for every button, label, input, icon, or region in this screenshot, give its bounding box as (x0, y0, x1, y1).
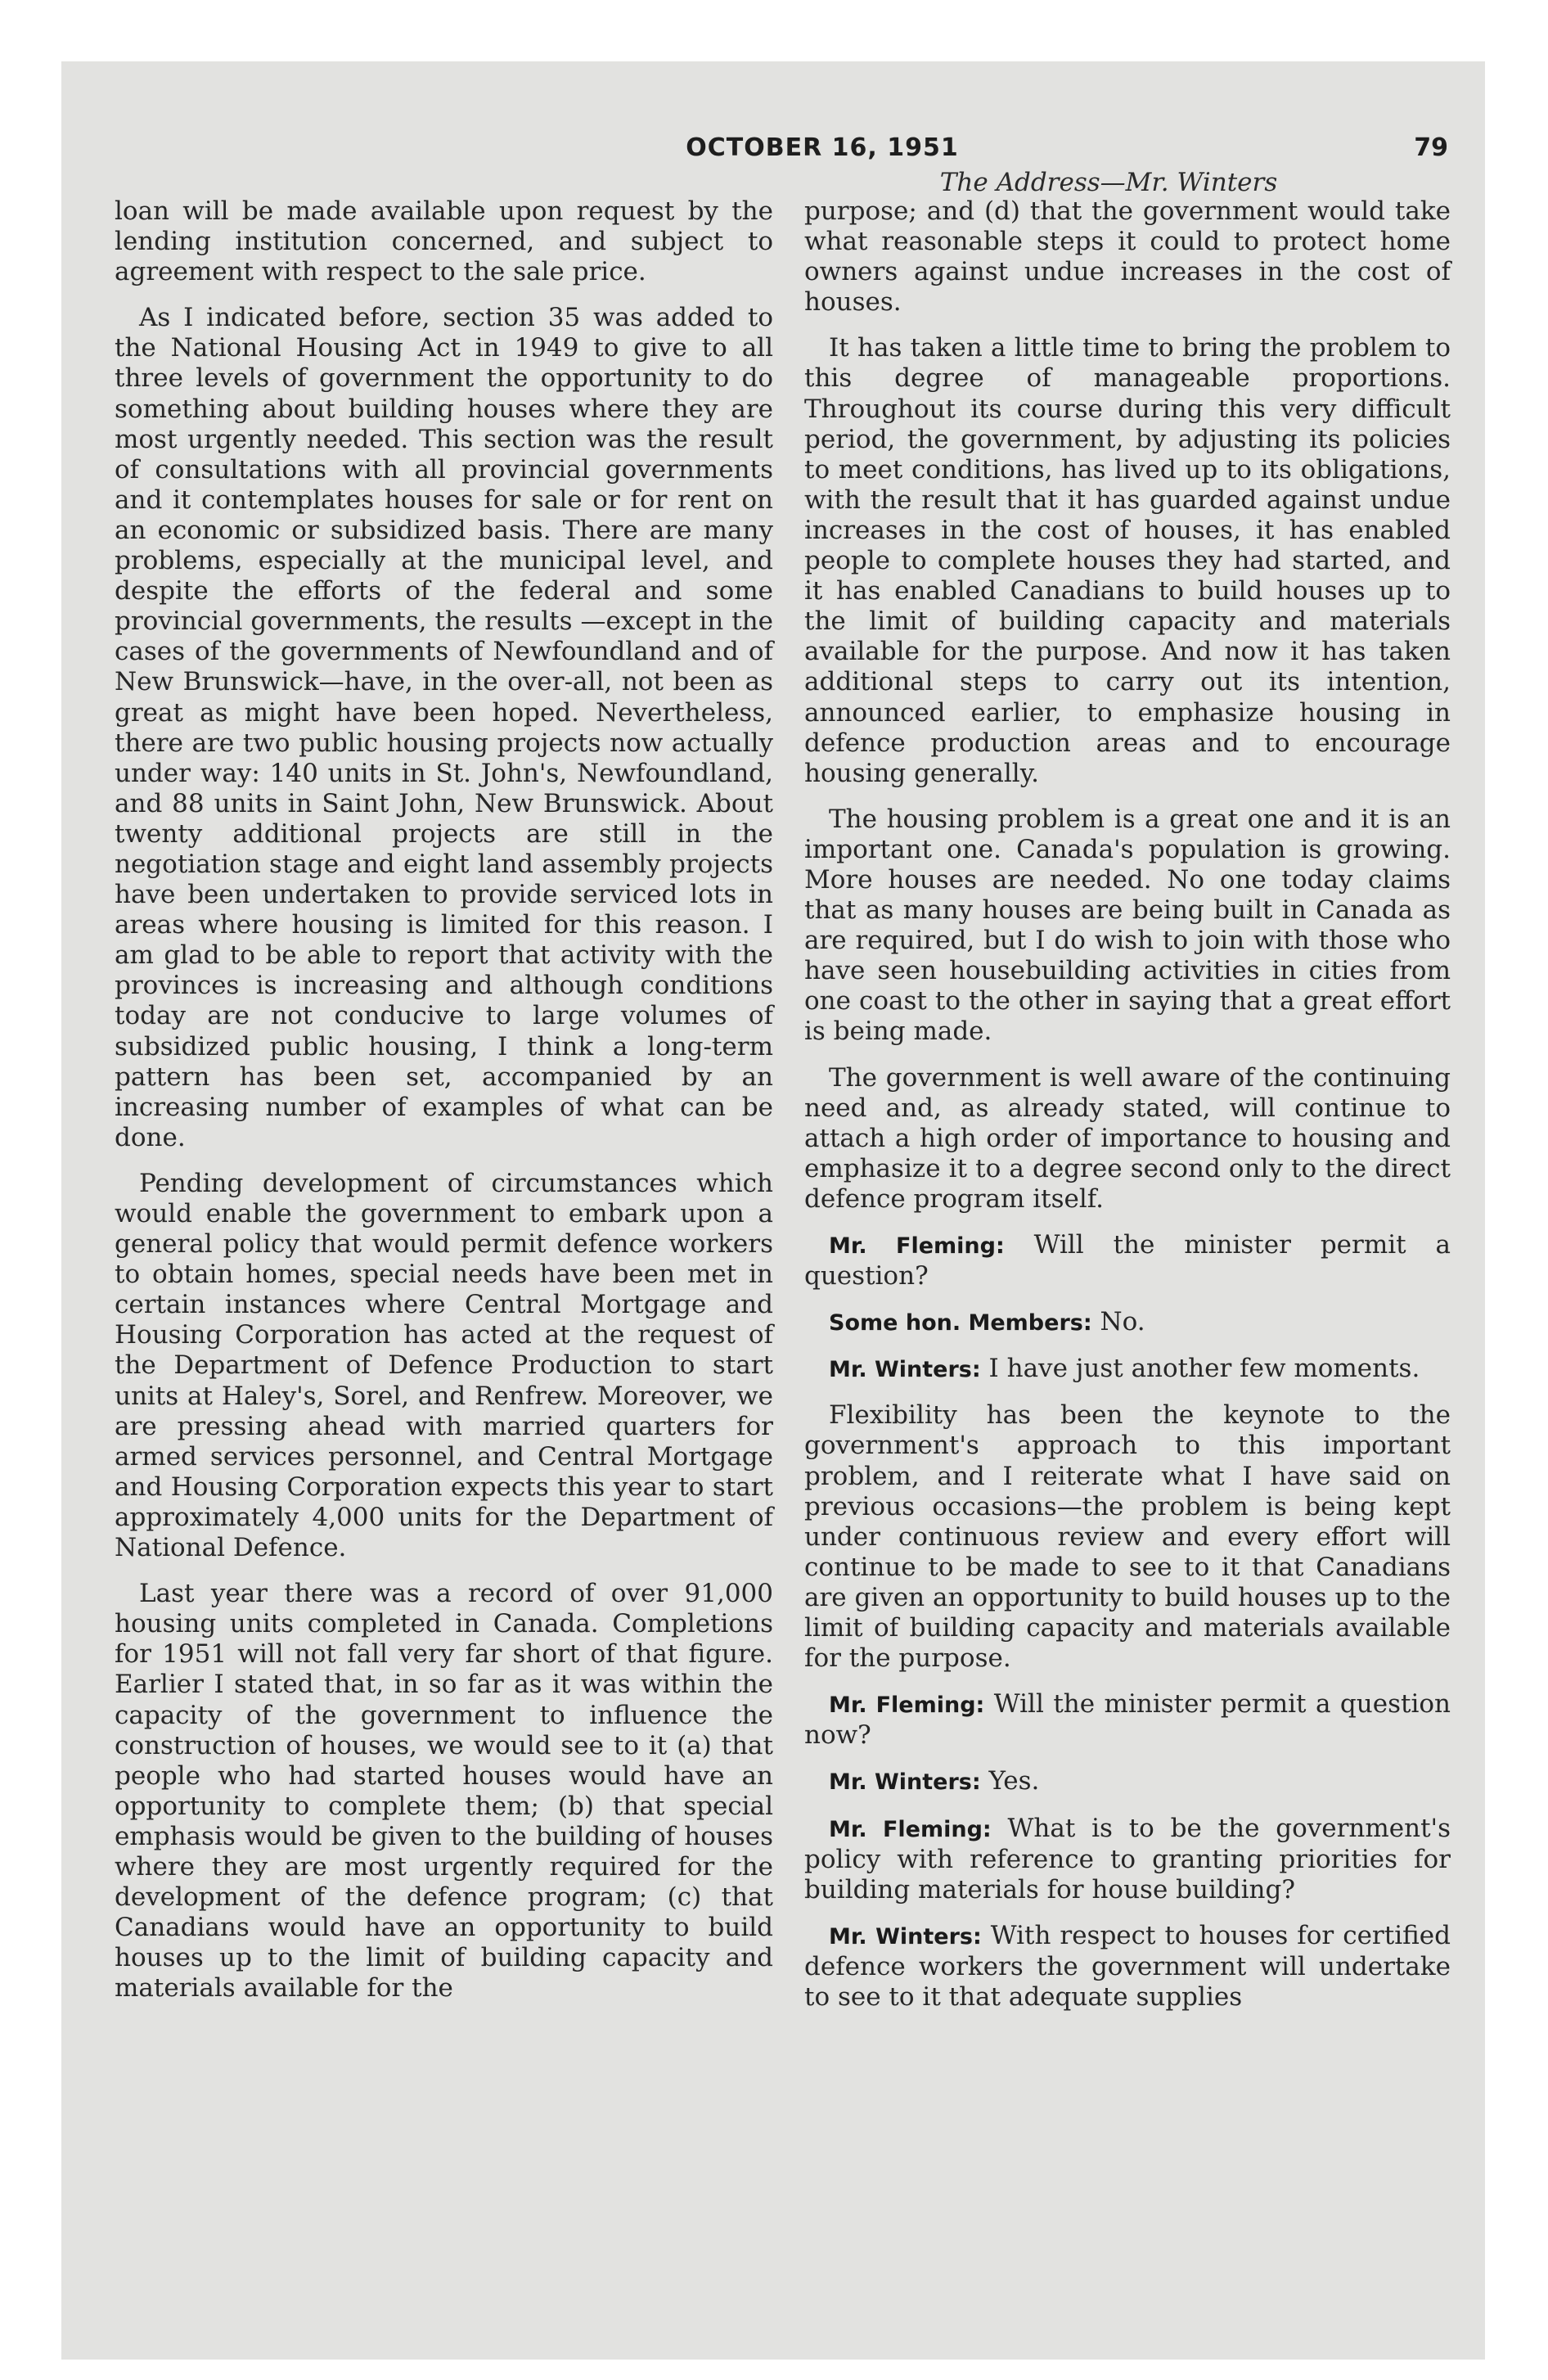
speaker-name: Mr. Fleming: (829, 1693, 985, 1719)
paragraph (804, 805, 1451, 1048)
header-date: OCTOBER 16, 1951 (686, 133, 959, 162)
speech-text: Will the minister permit a question? (804, 1230, 1451, 1291)
speaker-name: Mr. Winters: (829, 1357, 981, 1383)
speech-text: Yes. (980, 1766, 1040, 1796)
speech-text: I have just another few moments. (980, 1354, 1420, 1384)
paragraph (804, 1063, 1451, 1215)
speech-text: No. (1091, 1307, 1145, 1337)
page-number: 79 (1414, 133, 1448, 162)
speaker-name: Mr. Winters: (829, 1769, 981, 1796)
speech (804, 1766, 1451, 1797)
paragraph (804, 333, 1451, 788)
paragraph (804, 196, 1451, 318)
speech (804, 1921, 1451, 2013)
paragraph-text: The housing problem is a great one and it is an important one. Canada's population is growing. More houses are needed. No one today claims that as many houses are being built in Canada as are required, but I do wish to join with those who have seen housebuilding activities in cities from one coast to the other in saying that a great effort is being made. (804, 804, 1451, 1047)
paragraph: As I indicated before, section 35 was added to the National Housing Act in 1949 to give to all three levels of government the opportunity to do something about building houses where they are most urgently needed. This section was the result of consultations with all provincial governments and it contemplates houses for sale or for rent on an economic or subsidized basis. There are many problems, especially at the municipal level, and despite the efforts of the federal and some provincial governments, the results —except in the cases of the governments of Newfoundland and of New Brunswick—have, in the over-all, not been as great as might have been hoped. Nevertheless, there are two public housing projects now actually under way: 140 units in St. John's, Newfoundland, and 88 units in Saint John, New Brunswick. About twenty additional projects are still in the negotiation stage and eight land assembly projects have been undertaken to provide serviced lots in areas where housing is limited for this reason. I am glad to be able to report that activity with the provinces is increasing and although conditions today are not conducive to large volumes of subsidized public housing, I think a long-term pattern has been set, accompanied by an increasing number of examples of what can be done. (115, 303, 773, 1152)
paragraph-text: purpose; and (d) that the government would take what reasonable steps it could to protect home owners against undue increases in the cost of houses. (804, 196, 1451, 318)
paragraph: Last year there was a record of over 91,000 housing units completed in Canada. Completions for 1951 will not fall very far short of that figure. Earlier I stated that, in so far as it was within the capacity of the government to influence the construction of houses, we would see to it (a) that people who had started houses would have an opportunity to complete them; (b) that special emphasis would be given to the building of houses where they are most urgently required for the development of the defence program; (c) that Canadians would have an opportunity to build houses up to the limit of building capacity and materials available for the (115, 1579, 773, 2004)
paragraph-text: Flexibility has been the keynote to the government's approach to this important problem, and I reiterate what I have said on previous occasions—the problem is being kept under continuous review and every effort will continue to be made to see to it that Canadians are given an opportunity to build houses up to the limit of building capacity and materials available for the purpose. (804, 1400, 1451, 1674)
scanned-page (61, 61, 1485, 2360)
speech-text: Will the minister permit a question now? (804, 1689, 1451, 1751)
speaker-name: Some hon. Members: (829, 1310, 1092, 1336)
paragraph (804, 1400, 1451, 1674)
running-title: The Address—Mr. Winters (939, 168, 1278, 197)
paragraph: Pending development of circumstances which would enable the government to embark upon a general policy that would permit defence workers to obtain homes, special needs have been met in certain instances where Central Mortgage and Housing Corporation has acted at the request of the Department of Defence Production to start units at Haley's, Sorel, and Renfrew. Moreover, we are pressing ahead with married quarters for armed services personnel, and Central Mortgage and Housing Corporation expects this year to start approximately 4,000 units for the Department of National Defence. (115, 1168, 773, 1563)
paragraph-text: The government is well aware of the continuing need and, as already stated, will continue to attach a high order of importance to housing and emphasize it to a degree second only to the direct defence program itself. (804, 1062, 1451, 1214)
speech (804, 1354, 1451, 1385)
right-column (804, 196, 1451, 2028)
speech (804, 1230, 1451, 1291)
paragraph: loan will be made available upon request by the lending institution concerned, and subject to agreement with respect to the sale price. (115, 196, 773, 287)
speech-text: With respect to houses for certified defence workers the government will undertake to see to it that adequate supplies (804, 1920, 1451, 2012)
speaker-name: Mr. Winters: (829, 1923, 982, 1950)
speech (804, 1689, 1451, 1751)
paragraph-text: It has taken a little time to bring the problem to this degree of manageable proportions. Throughout its course during this very difficult period, the government, by adjusting its policies to meet conditions, has lived up to its obligations, with the result that it has guarded against undue increases in the cost of houses, it has enabled people to complete houses they had started, and it has enabled Canadians to build houses up to the limit of building capacity and materials available for the purpose. And now it has taken additional steps to carry out its intention, announced earlier, to emphasize housing in defence production areas and to encourage housing generally. (804, 333, 1451, 788)
speaker-name: Mr. Fleming: (829, 1816, 992, 1842)
left-column (115, 196, 773, 2019)
speaker-name: Mr. Fleming: (829, 1233, 1005, 1259)
speech-text: What is to be the government's policy with reference to granting priorities for building materials for house building? (804, 1813, 1451, 1904)
speech (804, 1814, 1451, 1905)
speech (804, 1307, 1451, 1338)
